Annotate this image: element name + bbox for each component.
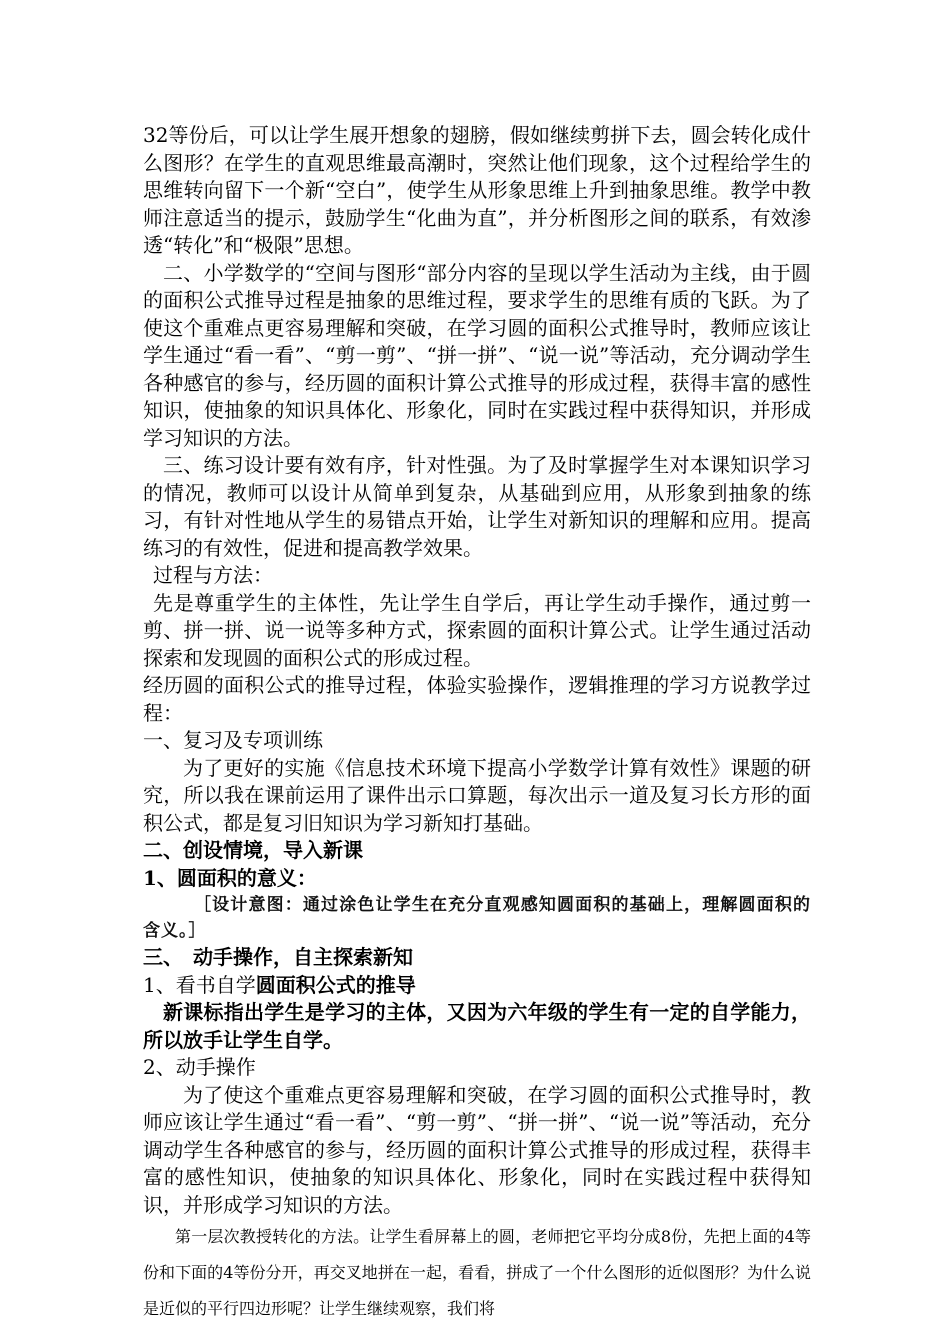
- paragraph-hands-on-operation: 为了使这个重难点更容易理解和突破，在学习圆的面积公式推导时，教师应该让学生通过“看一看”、“剪一剪”、“拼一拼”、“说一说”等活动，充分调动学生各种感官的参与，经历圆的面积计算公式推导的形成过程，获得丰富的感性知识，使抽象的知识具体化、形象化，同时在实践过程中获得知识，并形成学习知识的方法。: [143, 1082, 811, 1217]
- document-body: [143, 122, 811, 1327]
- paragraph-first-level: 第一层次教授转化的方法。让学生看屏幕上的圆，老师把它平均分成8份，先把上面的4等份和下面的4等份分开，再交叉地拼在一起，看看，拼成了一个什么图形的近似图形？为什么说是近似的平行四边形呢？让学生继续观察，我们将: [143, 1227, 811, 1318]
- paragraph-section-two: 二、小学数学的“空间与图形“部分内容的呈现以学生活动为主线，由于圆的面积公式推导过程是抽象的思维过程，要求学生的思维有质的飞跃。为了使这个重难点更容易理解和突破，在学习圆的面积公式推导时，教师应该让学生通过“看一看”、“剪一剪”、“拼一拼”、“说一说”等活动，充分调动学生各种感官的参与，经历圆的面积计算公式推导的形成过程，获得丰富的感性知识，使抽象的知识具体化、形象化，同时在实践过程中获得知识，并形成学习知识的方法。: [143, 260, 811, 450]
- heading-circle-area-meaning: 1、圆面积的意义：: [143, 865, 317, 890]
- heading-create-situation: 二、创设情境，导入新课: [143, 838, 363, 862]
- paragraph-review-training: 为了更好的实施《信息技术环境下提高小学数学计算有效性》课题的研究，所以我在课前运用了课件出示口算题，每次出示一道及复习长方形的面积公式，都是复习旧知识为学习新知打基础。: [143, 755, 811, 835]
- self-study-topic: 圆面积公式的推导: [255, 972, 416, 997]
- paragraph-intro: 32等份后，可以让学生展开想象的翅膀，假如继续剪拼下去，圆会转化成什么图形？在学生的直观思维最高潮时，突然让他们现象，这个过程给学生的思维转向留下一个新“空白”，使学生从形象思维上升到抽象思维。教学中教师注意适当的提示，鼓励学生“化曲为直”，并分析图形之间的联系，有效渗透“转化”和“极限”思想。: [143, 123, 811, 257]
- heading-hands-on: 三、 动手操作，自主探索新知: [143, 945, 413, 969]
- self-study-label: 1、看书自学: [143, 972, 256, 997]
- heading-self-study: [143, 972, 811, 1000]
- paragraph-curriculum-standard: 新课标指出学生是学习的主体，又因为六年级的学生有一定的自学能力，所以放手让学生自学。: [143, 1000, 811, 1052]
- design-intent-note: ［设计意图：通过涂色让学生在充分直观感知圆面积的基础上，理解圆面积的含义。］: [143, 895, 811, 941]
- heading-hands-on-operation: 2、动手操作: [143, 1055, 256, 1079]
- heading-review-training: 一、复习及专项训练: [143, 728, 323, 752]
- heading-process-method: 过程与方法：: [153, 563, 273, 587]
- paragraph-section-three: 三、练习设计要有效有序，针对性强。为了及时掌握学生对本课知识学习的情况，教师可以设计从简单到复杂，从基础到应用，从形象到抽象的练习，有针对性地从学生的易错点开始，让学生对新知识的理解和应用。提高练习的有效性，促进和提高教学效果。: [143, 453, 811, 560]
- paragraph-derivation: 经历圆的面积公式的推导过程，体验实验操作，逻辑推理的学习方说教学过程：: [143, 673, 811, 725]
- paragraph-process-method: 先是尊重学生的主体性，先让学生自学后，再让学生动手操作，通过剪一剪、拼一拼、说一说等多种方式，探索圆的面积计算公式。让学生通过活动探索和发现圆的面积公式的形成过程。: [143, 590, 811, 670]
